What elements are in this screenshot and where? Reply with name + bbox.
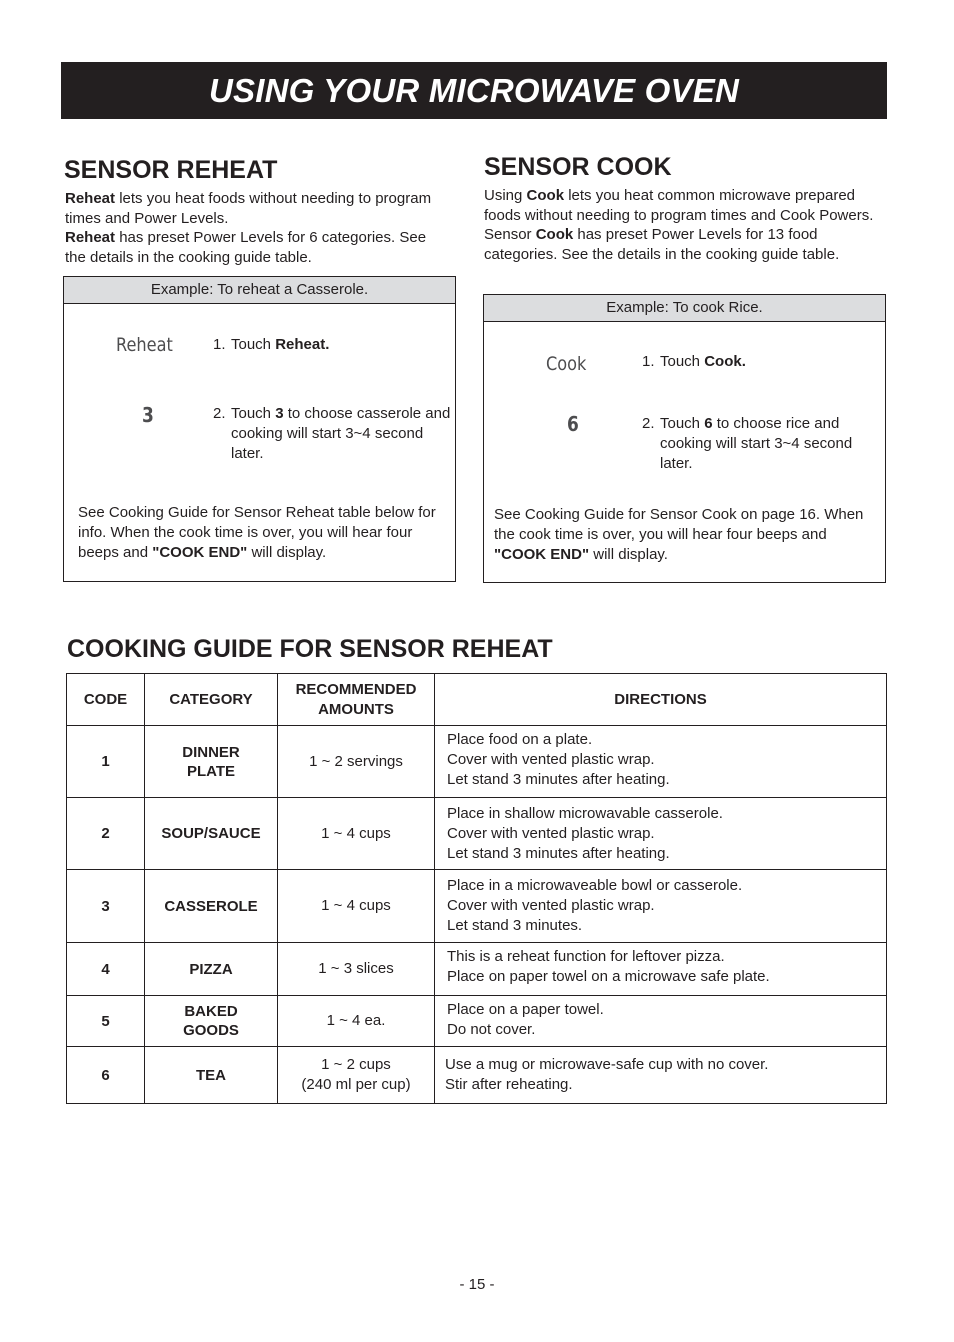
cell-directions: Place food on a plate. Cover with vented plastic wrap. Let stand 3 minutes after heating. bbox=[435, 726, 887, 798]
cell-amount: 1 ~ 2 servings bbox=[278, 726, 435, 798]
reheat-key-label: Reheat bbox=[116, 334, 173, 356]
table-row bbox=[67, 943, 887, 996]
cell-amount: 1 ~ 4 ea. bbox=[278, 996, 435, 1047]
cell-amount: 1 ~ 4 cups bbox=[278, 870, 435, 943]
cell-code: 2 bbox=[67, 798, 145, 870]
cook-step-2: 2. Touch 6 to choose rice and cooking will start 3~4 second later. bbox=[642, 415, 853, 472]
reheat-step-1: 1. Touch Reheat. bbox=[213, 336, 330, 353]
reheat-key-3: 3 bbox=[142, 403, 154, 427]
header-directions: DIRECTIONS bbox=[435, 674, 887, 726]
table-row bbox=[67, 1047, 887, 1104]
reheat-note: See Cooking Guide for Sensor Reheat table below for info. When the cook time is over, you will hear four beeps and "COOK END" will display. bbox=[78, 504, 436, 561]
cook-example-box bbox=[483, 294, 886, 583]
page-banner-title: USING YOUR MICROWAVE OVEN bbox=[61, 62, 887, 119]
cook-note: See Cooking Guide for Sensor Cook on page 16. When the cook time is over, you will hear four beeps and "COOK END" will display. bbox=[494, 506, 864, 563]
sensor-reheat-intro bbox=[65, 189, 445, 267]
header-code: CODE bbox=[67, 674, 145, 726]
cook-step-1: 1. Touch Cook. bbox=[642, 353, 746, 370]
cook-example-header: Example: To cook Rice. bbox=[484, 295, 885, 322]
cook-key-6: 6 bbox=[567, 412, 579, 436]
reheat-example-header: Example: To reheat a Casserole. bbox=[64, 277, 455, 304]
cell-category: PIZZA bbox=[145, 943, 278, 996]
cell-category: BAKED GOODS bbox=[145, 996, 278, 1047]
cell-directions: This is a reheat function for leftover pizza. Place on paper towel on a microwave safe plate. bbox=[435, 943, 887, 996]
cell-directions: Place in a microwaveable bowl or casserole. Cover with vented plastic wrap. Let stand 3 minutes. bbox=[435, 870, 887, 943]
cell-amount: 1 ~ 2 cups (240 ml per cup) bbox=[278, 1047, 435, 1104]
cell-category: CASSEROLE bbox=[145, 870, 278, 943]
cooking-guide-heading: COOKING GUIDE FOR SENSOR REHEAT bbox=[67, 635, 553, 663]
sensor-cook-heading: SENSOR COOK bbox=[484, 153, 672, 181]
cooking-guide-table bbox=[66, 673, 887, 1104]
cell-category: SOUP/SAUCE bbox=[145, 798, 278, 870]
table-row bbox=[67, 726, 887, 798]
cook-key-label: Cook bbox=[546, 353, 587, 375]
cell-code: 3 bbox=[67, 870, 145, 943]
reheat-step-2: 2. Touch 3 to choose casserole and cooking will start 3~4 second later. bbox=[213, 405, 451, 462]
sensor-cook-intro: Using Cook lets you heat common microwave prepared foods without needing to program times and Cook Powers. Sensor Cook has preset Power Levels for 13 food categories. See the details in the cooking guide table. bbox=[484, 187, 874, 263]
cell-amount: 1 ~ 3 slices bbox=[278, 943, 435, 996]
table-header-row bbox=[67, 674, 887, 726]
cell-code: 6 bbox=[67, 1047, 145, 1104]
cell-code: 1 bbox=[67, 726, 145, 798]
table-row bbox=[67, 996, 887, 1047]
cell-category: TEA bbox=[145, 1047, 278, 1104]
header-category: CATEGORY bbox=[145, 674, 278, 726]
cell-directions: Use a mug or microwave-safe cup with no cover. Stir after reheating. bbox=[435, 1047, 887, 1104]
cell-amount: 1 ~ 4 cups bbox=[278, 798, 435, 870]
table-row bbox=[67, 798, 887, 870]
intro-2: Reheat has preset Power Levels for 6 categories. See the details in the cooking guide table. bbox=[65, 229, 427, 266]
cell-code: 5 bbox=[67, 996, 145, 1047]
intro-1: Reheat lets you heat foods without needing to program times and Power Levels. bbox=[65, 190, 432, 227]
page-number: - 15 - bbox=[459, 1276, 495, 1293]
cell-category: DINNER PLATE bbox=[145, 726, 278, 798]
sensor-reheat-heading: SENSOR REHEAT bbox=[64, 156, 278, 184]
cell-directions: Place in shallow microwavable casserole. Cover with vented plastic wrap. Let stand 3 minutes after heating. bbox=[435, 798, 887, 870]
reheat-example-box bbox=[63, 276, 456, 582]
table-row bbox=[67, 870, 887, 943]
cell-code: 4 bbox=[67, 943, 145, 996]
cell-directions: Place on a paper towel. Do not cover. bbox=[435, 996, 887, 1047]
header-amounts: RECOMMENDED AMOUNTS bbox=[278, 674, 435, 726]
